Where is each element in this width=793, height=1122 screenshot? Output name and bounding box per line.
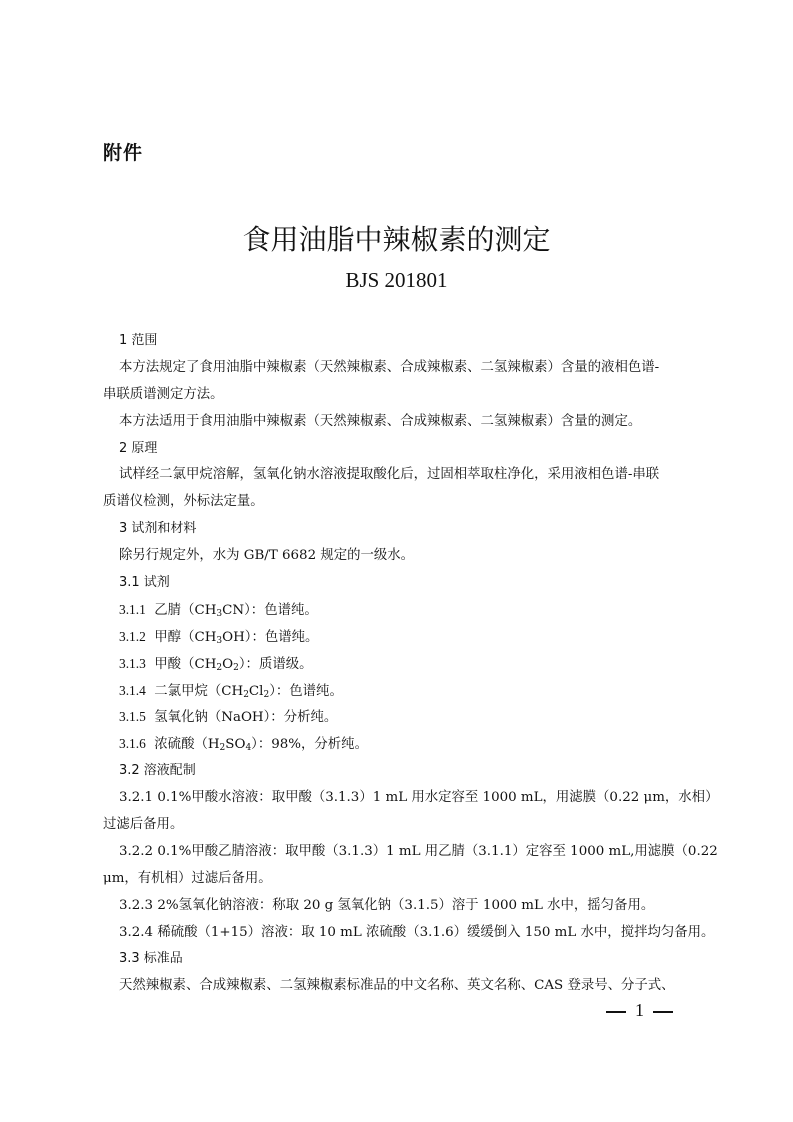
paragraph-line: 质谱仪检测，外标法定量。 xyxy=(103,494,264,510)
section-heading-principle: 2 原理 xyxy=(119,440,158,456)
reagent-item: 3.1.3 甲酸$(CH_2O_2)$：质谱级。 xyxy=(119,655,313,673)
solution-item: 3.2.4 稀硫酸（1+15）溶液：取 10 mL 浓硫酸（3.1.6）缓缓倒入 150 mL 水中，搅拌均匀备用。 xyxy=(119,924,715,940)
dash-decoration xyxy=(653,1011,673,1013)
solution-item: 3.2.1 0.1%甲酸水溶液：取甲酸（3.1.3）1 mL 用水定容至 1000 mL，用滤膜（0.22 μm，水相） xyxy=(119,790,719,806)
page-number: 1 xyxy=(606,1000,673,1021)
section-heading-scope: 1 范围 xyxy=(119,333,158,348)
reagent-item: 3.1.1 乙腈$(CH_3CN)$：色谱纯。 xyxy=(119,601,318,619)
solution-item-continuation: μm，有机相）过滤后备用。 xyxy=(103,870,272,886)
paragraph-line: 本方法规定了食用油脂中辣椒素（天然辣椒素、合成辣椒素、二氢辣椒素）含量的液相色谱- xyxy=(119,359,660,375)
section-heading-reagents-materials: 3 试剂和材料 xyxy=(119,521,197,537)
standard-code: BJS 201801 xyxy=(345,268,448,292)
attachment-label: 附件 xyxy=(103,142,144,164)
reagent-item: 3.1.6 浓硫酸$(H_2SO_4)$：98%，分析纯。 xyxy=(119,736,368,754)
dash-decoration xyxy=(606,1011,626,1013)
reagent-item: 3.1.2 甲醇$(CH_3OH)$：色谱纯。 xyxy=(119,628,319,646)
paragraph-line: 天然辣椒素、合成辣椒素、二氢辣椒素标准品的中文名称、英文名称、CAS 登录号、分子式、 xyxy=(119,978,675,994)
solution-item: 3.2.3 2%氢氧化钠溶液：称取 20 g 氢氧化钠（3.1.5）溶于 1000 mL 水中，摇匀备用。 xyxy=(119,897,655,913)
paragraph-line: 本方法适用于食用油脂中辣椒素（天然辣椒素、合成辣椒素、二氢辣椒素）含量的测定。 xyxy=(119,413,642,429)
solution-item: 3.2.2 0.1%甲酸乙腈溶液：取甲酸（3.1.3）1 mL 用乙腈（3.1.1）定容至 1000 mL,用滤膜（0.22 xyxy=(119,843,718,859)
reagent-item: 3.1.4 二氯甲烷$(CH_2Cl_2)$：色谱纯。 xyxy=(119,682,343,700)
paragraph-line: 串联质谱测定方法。 xyxy=(103,386,224,402)
solution-item-continuation: 过滤后备用。 xyxy=(103,817,184,833)
subsection-heading-standards: 3.3 标准品 xyxy=(119,951,183,967)
paragraph-line: 试样经二氯甲烷溶解，氢氧化钠水溶液提取酸化后，过固相萃取柱净化，采用液相色谱-串联 xyxy=(119,467,660,483)
paragraph-line: 除另行规定外，水为 GB/T 6682 规定的一级水。 xyxy=(119,548,415,564)
document-title: 食用油脂中辣椒素的测定 xyxy=(242,223,551,256)
document-body xyxy=(103,328,719,1000)
subsection-heading-solution-prep: 3.2 溶液配制 xyxy=(119,763,196,779)
reagent-item: 3.1.5 氢氧化钠（NaOH）：分析纯。 xyxy=(119,709,338,726)
subsection-heading-reagents: 3.1 试剂 xyxy=(119,575,170,591)
